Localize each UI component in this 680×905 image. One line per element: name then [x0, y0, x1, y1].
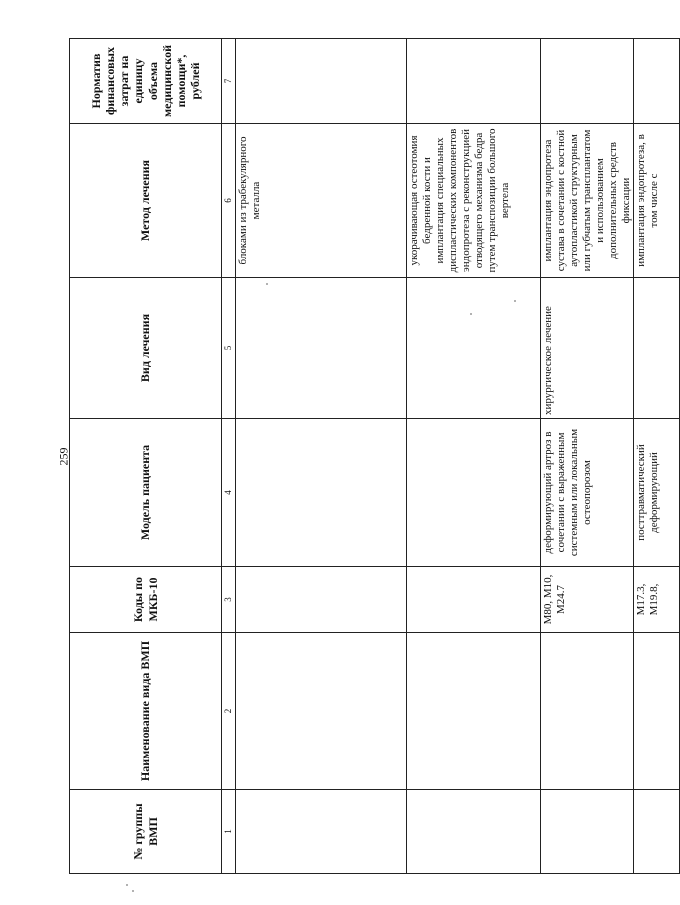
codes-cell — [407, 567, 541, 633]
model-cell: деформирующий артроз в сочетании с выраженным системным или локальным остеопорозом — [541, 419, 634, 567]
column-number: 7 — [222, 39, 236, 124]
codes-cell: M80, M10, M24.7 — [541, 567, 634, 633]
norm-cell — [407, 39, 541, 124]
model-cell — [236, 419, 407, 567]
model-cell — [407, 419, 541, 567]
rotated-table-wrapper — [69, 39, 660, 874]
codes-cell: M17.3, M19.8, — [633, 567, 679, 633]
column-number: 1 — [222, 790, 236, 874]
model-cell: посттравматический деформирующий — [633, 419, 679, 567]
scan-speck — [132, 890, 134, 892]
vmp-table — [69, 38, 680, 874]
header-treatment-method: Метод лечения — [70, 124, 222, 278]
scan-speck — [126, 884, 128, 886]
header-group-number: № группы ВМП — [70, 790, 222, 874]
norm-cell — [236, 39, 407, 124]
method-cell: имплантация эндопротеза сустава в сочетании с костной аутопластикой структурным или губчатым трансплантатом и использованием дополнительных средств фиксации — [541, 124, 634, 278]
group-cell — [633, 790, 679, 874]
norm-cell — [541, 39, 634, 124]
column-number: 4 — [222, 419, 236, 567]
group-cell — [407, 790, 541, 874]
treatment-type-cell: хирургическое лечение — [541, 278, 634, 419]
group-cell — [236, 790, 407, 874]
method-cell: блоками из трабекулярного металла — [236, 124, 407, 278]
column-number: 6 — [222, 124, 236, 278]
table-row — [541, 39, 634, 874]
table-row — [633, 39, 679, 874]
method-cell: укорачивающая остеотомия бедренной кости и имплантация специальных диспластических компонентов эндопротеза с реконструкцией отводящего механизма бедра путем транспозиции большого вертела — [407, 124, 541, 278]
norm-cell — [633, 39, 679, 124]
vmp-name-cell — [541, 633, 634, 790]
vmp-name-cell — [236, 633, 407, 790]
group-cell — [541, 790, 634, 874]
vmp-name-cell — [633, 633, 679, 790]
column-number: 3 — [222, 567, 236, 633]
table-row — [407, 39, 541, 874]
column-number: 2 — [222, 633, 236, 790]
header-cost-norm: Норматив финансовых затрат на единицу объема медицинской помощи*, рублей — [70, 39, 222, 124]
header-row — [70, 39, 222, 874]
header-treatment-type: Вид лечения — [70, 278, 222, 419]
method-cell: имплантация эндопротеза, в том числе с — [633, 124, 679, 278]
header-vmp-name: Наименование вида ВМП — [70, 633, 222, 790]
treatment-type-cell — [407, 278, 541, 419]
page-number-text: 259 — [56, 447, 71, 465]
treatment-type-cell — [236, 278, 407, 419]
column-number-row — [222, 39, 236, 874]
table-row — [236, 39, 407, 874]
header-patient-model: Модель пациента — [70, 419, 222, 567]
header-icd-codes: Коды по МКБ-10 — [70, 567, 222, 633]
treatment-type-cell — [633, 278, 679, 419]
vmp-name-cell — [407, 633, 541, 790]
column-number: 5 — [222, 278, 236, 419]
codes-cell — [236, 567, 407, 633]
